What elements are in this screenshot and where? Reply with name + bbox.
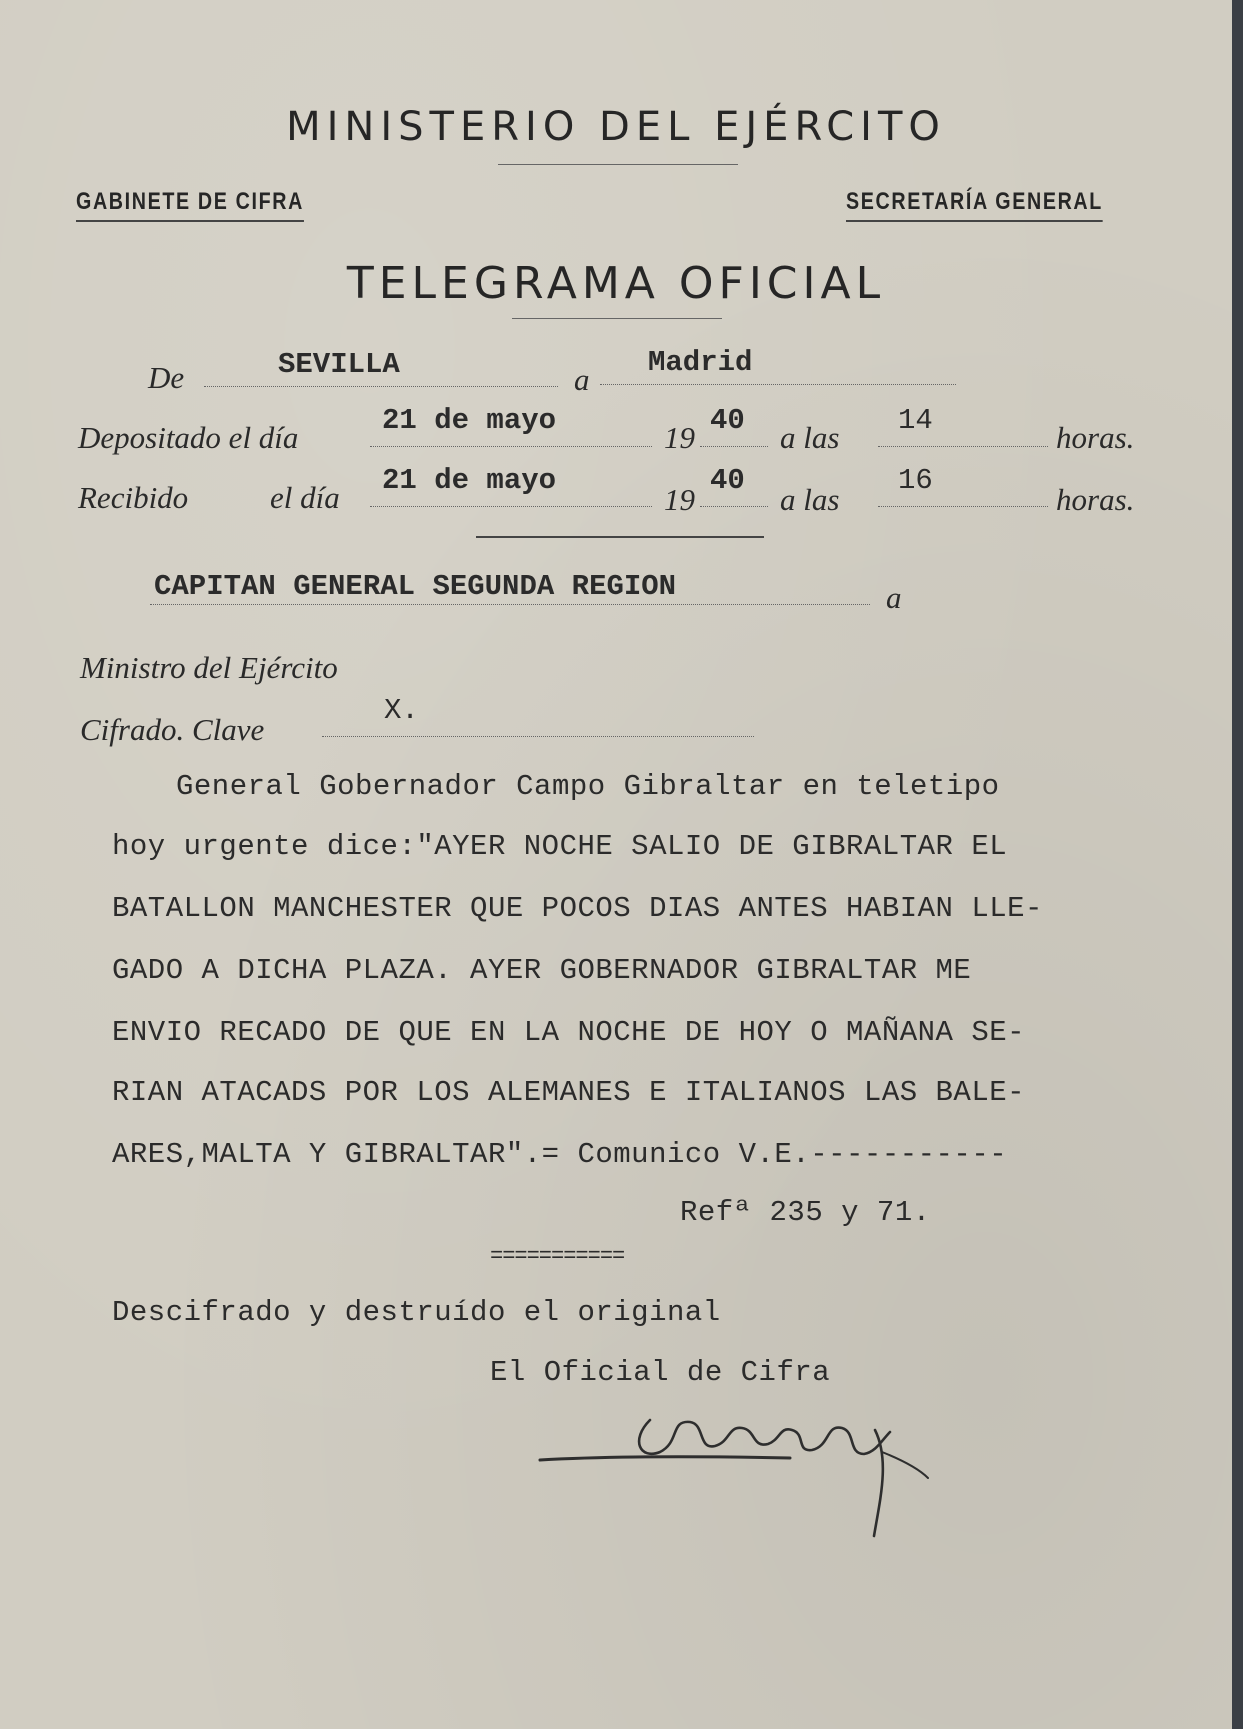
message-line: RIAN ATACADS POR LOS ALEMANES E ITALIANOS LAS BALE- (112, 1076, 1026, 1109)
deposited-year-suffix: 40 (710, 404, 745, 437)
right-section-title: SECRETARÍA GENERAL (846, 188, 1103, 222)
deposited-hours-label: horas. (1056, 420, 1135, 455)
reference-number: Refª 235 y 71. (680, 1196, 931, 1229)
left-section-title: GABINETE DE CIFRA (76, 188, 304, 222)
deposited-hour-line (878, 446, 1048, 447)
received-year-suffix: 40 (710, 464, 745, 497)
received-hours-label: horas. (1056, 482, 1135, 517)
received-hour: 16 (898, 464, 933, 497)
title-divider (512, 318, 722, 319)
deposited-year-prefix: 19 (664, 420, 695, 455)
message-line: hoy urgente dice:"AYER NOCHE SALIO DE GIBRALTAR EL (112, 830, 1008, 863)
deposited-date-line (370, 446, 652, 447)
message-line: GADO A DICHA PLAZA. AYER GOBERNADOR GIBRALTAR ME (112, 954, 972, 987)
cipher-value: X. (384, 694, 419, 727)
sender-value: CAPITAN GENERAL SEGUNDA REGION (154, 570, 677, 603)
received-at-label: a las (780, 482, 840, 517)
received-date-line (370, 506, 652, 507)
signature-icon (530, 1360, 950, 1550)
received-hour-line (878, 506, 1048, 507)
message-line: ARES,MALTA Y GIBRALTAR".= Comunico V.E.----------- (112, 1138, 1008, 1171)
document-type-title: TELEGRAMA OFICIAL (346, 258, 886, 309)
cipher-line (322, 736, 754, 737)
signatory-title: El Oficial de Cifra (490, 1356, 831, 1389)
sender-to-label: a (886, 580, 902, 615)
to-value: Madrid (648, 346, 753, 379)
ministry-title: MINISTERIO DEL EJÉRCITO (286, 104, 946, 150)
section-divider (476, 536, 764, 538)
to-line (600, 384, 956, 385)
received-day-label: el día (270, 480, 340, 515)
received-year-prefix: 19 (664, 482, 695, 517)
from-line (204, 386, 558, 387)
footer-note: Descifrado y destruído el original (112, 1296, 721, 1329)
deposited-date: 21 de mayo (382, 404, 557, 437)
message-separator: =========== (490, 1244, 625, 1269)
to-label: a (574, 362, 590, 397)
received-year-line (700, 506, 768, 507)
deposited-year-line (700, 446, 768, 447)
sender-line (150, 604, 870, 605)
header-divider (498, 164, 738, 165)
message-line: General Gobernador Campo Gibraltar en teletipo (176, 770, 1000, 803)
cipher-label: Cifrado. Clave (80, 712, 265, 747)
from-value: SEVILLA (278, 348, 400, 381)
received-label: Recibido (78, 480, 189, 515)
message-line: BATALLON MANCHESTER QUE POCOS DIAS ANTES HABIAN LLE- (112, 892, 1043, 925)
deposited-label: Depositado el día (78, 420, 299, 455)
received-date: 21 de mayo (382, 464, 557, 497)
deposited-hour: 14 (898, 404, 933, 437)
deposited-at-label: a las (780, 420, 840, 455)
from-label: De (148, 360, 185, 395)
message-line: ENVIO RECADO DE QUE EN LA NOCHE DE HOY O MAÑANA SE- (112, 1016, 1026, 1049)
recipient-label: Ministro del Ejército (80, 650, 338, 685)
